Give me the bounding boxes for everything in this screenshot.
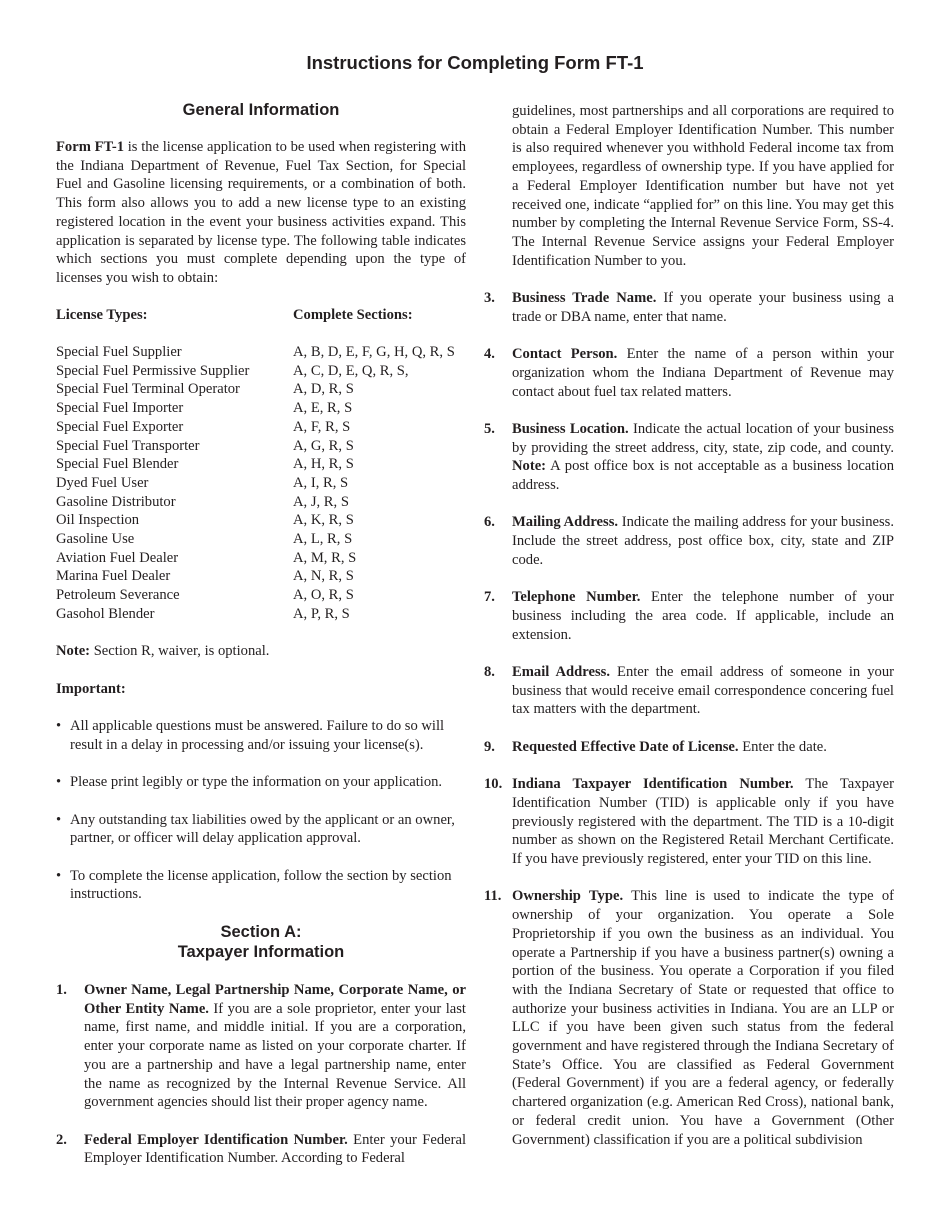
license-row xyxy=(56,511,466,530)
license-type: Special Fuel Transporter xyxy=(56,437,200,454)
bullet-icon: • xyxy=(56,811,62,828)
license-table xyxy=(56,343,466,624)
license-row xyxy=(56,380,466,399)
instruction-item: 9. Requested Effective Date of License. Enter the date. xyxy=(484,738,827,755)
license-row xyxy=(56,455,466,474)
license-row xyxy=(56,418,466,437)
note-bold: Note: xyxy=(56,643,91,660)
item-2-continued: guidelines, most partnerships and all corporations are required to obtain a Federal Employer Identification Number. This number is also required whenever you withhold Federal income tax from employees, regardless of ownership type. If you have applied for a Federal Employer Identification number but have not yet received one, indicate “applied for” on this line. You may get this number by completing the Internal Revenue Service Form, SS-4. The Internal Revenue Service assigns your Federal Employer Identification Number to you. xyxy=(512,103,894,269)
license-sections: A, B, D, E, F, G, H, Q, R, S xyxy=(293,344,455,361)
instruction-item: 6. Mailing Address. Indicate the mailing address for your business. Include the street address, post office box, city, state and ZIP code. xyxy=(484,514,895,568)
license-sections: A, N, R, S xyxy=(293,568,354,585)
bullet-item: • Any outstanding tax liabilities owed by the applicant or an owner, partner, or officer will delay application approval. xyxy=(56,811,455,847)
license-row xyxy=(56,437,466,456)
intro-text: is the license application to be used when registering with the Indiana Department of Revenue, Fuel Tax Section, for Special Fuel and Gasoline licensing requirements, or a combination of both. This form also allows you to add a new license type to an existing registered location in the event your business activities expand. This application is separated by license type. The following table indicates which sections you must complete depending upon the type of licenses you wish to obtain: xyxy=(56,139,466,286)
instruction-item: 3. Business Trade Name. If you operate your business using a trade or DBA name, enter that name. xyxy=(484,290,894,325)
instruction-item: 11. Ownership Type. This line is used to indicate the type of ownership of your organization. You operate a Sole Proprietorship if you own the business as an individual. You operate a Partnership if you have a business partner(s) owning a portion of the business. You operate a Corporation if you filed with the Indiana Secretary of State or requested that office to authorize your business activities in Indiana. You are an LLP or LLC if you have been given such status from the federal government and have registered through the Indiana Secretary of State’s Office. You are classified as Federal Government (Federal Government) if you are a federal agency, or federally chartered organization (e.g. American Red Cross), national bank, or federal credit union. You have a Government (Other Government) classification if you are a political subdivision xyxy=(484,888,894,1148)
license-sections: A, I, R, S xyxy=(293,474,349,491)
bullet-item: • Please print legibly or type the information on your application. xyxy=(56,774,443,791)
license-type: Special Fuel Terminal Operator xyxy=(56,381,240,398)
section-a-heading: Section A: Taxpayer Information xyxy=(177,923,345,962)
page-title: Instructions for Completing Form FT-1 xyxy=(306,52,644,73)
instruction-list-left xyxy=(56,981,466,1168)
instruction-item: 1. Owner Name, Legal Partnership Name, Corporate Name, or Other Entity Name. If you are a sole proprietor, enter your last name, first name, and middle initial. If you are a corporation, enter your corporate name as listed on your corporate charter. If you are a partnership and have a legal partnership name, enter the name as recognized by the Internal Revenue Service. All government agencies should list their proper agency name. xyxy=(56,982,466,1111)
note-text: Section R, waiver, is optional. xyxy=(90,643,270,660)
license-row xyxy=(56,343,466,362)
license-type: Marina Fuel Dealer xyxy=(56,568,171,585)
license-row xyxy=(56,586,466,605)
instruction-item: 7. Telephone Number. Enter the telephone number of your business including the area code. If applicable, include an extension. xyxy=(484,589,894,643)
left-column xyxy=(56,100,466,1168)
license-type: Gasohol Blender xyxy=(56,605,155,622)
license-row xyxy=(56,605,466,624)
note-paragraph xyxy=(56,642,466,661)
license-row xyxy=(56,493,466,512)
license-type: Gasoline Use xyxy=(56,531,135,548)
intro-paragraph xyxy=(56,138,466,288)
license-row xyxy=(56,362,466,381)
license-sections: A, J, R, S xyxy=(293,493,349,510)
license-type: Gasoline Distributor xyxy=(56,493,176,510)
license-type: Special Fuel Blender xyxy=(56,456,179,473)
license-type: Special Fuel Importer xyxy=(56,400,184,417)
license-sections: A, G, R, S xyxy=(293,437,354,454)
bullet-icon: • xyxy=(56,867,62,884)
instruction-list-right xyxy=(484,289,894,1149)
bullet-icon: • xyxy=(56,718,62,735)
bullet-item: • To complete the license application, follow the section by section instructions. xyxy=(56,867,452,903)
license-types-header: License Types: xyxy=(56,306,148,323)
license-sections: A, P, R, S xyxy=(293,605,350,622)
license-row xyxy=(56,567,466,586)
license-table-header xyxy=(56,306,466,325)
license-sections: A, D, R, S xyxy=(293,381,354,398)
intro-bold: Form FT-1 xyxy=(56,139,125,155)
general-information-heading: General Information xyxy=(182,101,340,119)
license-sections: A, F, R, S xyxy=(293,418,351,435)
important-label: Important: xyxy=(56,680,126,697)
license-type: Special Fuel Permissive Supplier xyxy=(56,362,250,379)
right-column xyxy=(484,102,894,1149)
license-row xyxy=(56,549,466,568)
instruction-item: 10. Indiana Taxpayer Identification Number. The Taxpayer Identification Number (TID) is applicable only if you have previously registered with the department. The TID is a 10-digit number as shown on the Registered Retail Merchant Certificate. If you have previously registered, enter your TID on this line. xyxy=(484,776,894,867)
license-row xyxy=(56,530,466,549)
bullet-icon: • xyxy=(56,774,62,791)
license-row xyxy=(56,399,466,418)
license-sections: A, L, R, S xyxy=(293,531,353,548)
important-bullet-list xyxy=(56,717,466,904)
instruction-item: 2. Federal Employer Identification Number. Enter your Federal Employer Identification Number. According to Federal xyxy=(56,1131,466,1167)
license-sections: A, K, R, S xyxy=(293,512,354,529)
license-type: Oil Inspection xyxy=(56,512,140,529)
instruction-item: 8. Email Address. Enter the email address of someone in your business that would receive email correspondence concering fuel tax matters with the department. xyxy=(484,664,894,718)
license-sections: A, C, D, E, Q, R, S, xyxy=(293,362,409,379)
license-row xyxy=(56,474,466,493)
bullet-item: • All applicable questions must be answered. Failure to do so will result in a delay in processing and/or issuing your license(s). xyxy=(56,718,445,753)
complete-sections-header: Complete Sections: xyxy=(293,306,413,323)
instruction-item: 4. Contact Person. Enter the name of a person within your organization whom the Indiana Department of Revenue may contact about fuel tax related matters. xyxy=(484,346,895,400)
instruction-item: 5. Business Location. Indicate the actual location of your business by providing the street address, city, state, zip code, and county. Note: A post office box is not acceptable as a business location address. xyxy=(484,420,894,494)
license-type: Special Fuel Exporter xyxy=(56,418,184,435)
license-sections: A, H, R, S xyxy=(293,456,354,473)
license-type: Aviation Fuel Dealer xyxy=(56,549,179,566)
license-sections: A, M, R, S xyxy=(293,549,357,566)
license-type: Special Fuel Supplier xyxy=(56,344,182,361)
license-sections: A, E, R, S xyxy=(293,400,353,417)
license-type: Dyed Fuel User xyxy=(56,474,149,491)
license-type: Petroleum Severance xyxy=(56,587,180,604)
license-sections: A, O, R, S xyxy=(293,587,354,604)
